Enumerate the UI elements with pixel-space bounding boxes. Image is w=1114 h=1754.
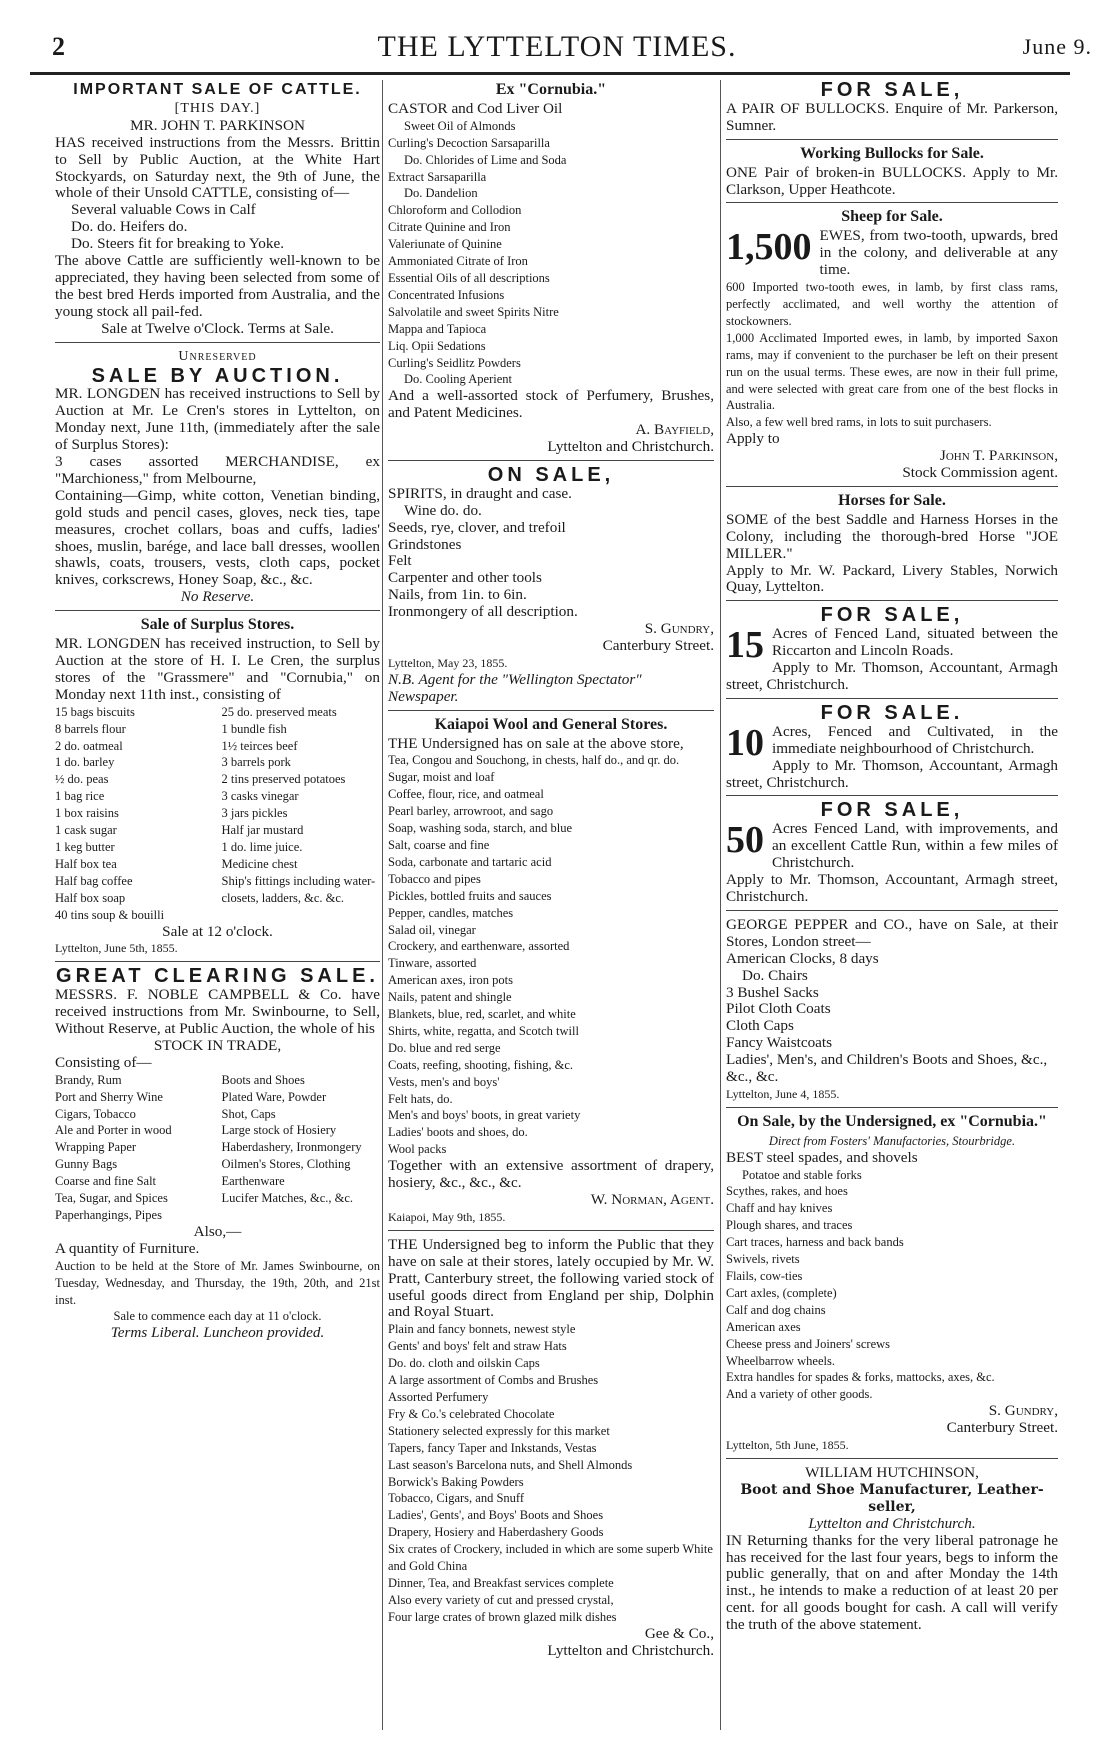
list-item: 1½ teirces beef <box>221 738 298 753</box>
ad-body: MESSRS. F. NOBLE CAMPBELL & Co. have received instructions from Mr. Swinbourne, to Sell, Without Reserve, at Public Auction, the whole of his <box>55 986 380 1038</box>
ad-horses-for-sale <box>726 493 1058 601</box>
list-item: Coats, reefing, shooting, fishing, &c. <box>388 1057 574 1072</box>
list-item: Tapers, fancy Taper and Inkstands, Vestas <box>388 1440 597 1455</box>
list-item: Vests, men's and boys' <box>388 1074 500 1089</box>
list-item: Citrate Quinine and Iron <box>388 220 511 235</box>
list-item: Soap, washing soda, starch, and blue <box>388 821 572 836</box>
ad-name: WILLIAM HUTCHINSON, <box>805 1463 979 1481</box>
ad-time: Sale at 12 o'clock. <box>162 922 273 940</box>
ad-closing: And a well-assorted stock of Perfumery, Brushes, and Patent Medicines. <box>388 387 714 422</box>
ad-heading: Sale of Surplus Stores. <box>140 616 295 634</box>
issue-date: June 9. <box>1022 34 1092 59</box>
list-item: 40 tins soup & bouilli <box>55 907 165 922</box>
list-item: Mappa and Tapioca <box>388 321 487 336</box>
ad-date: Lyttelton, June 4, 1855. <box>726 1086 840 1101</box>
list-item: Felt <box>388 552 412 570</box>
ad-body: Acres Fenced Land, with improvements, and an excellent Cattle Run, within a few miles of Christchurch. <box>772 820 1058 872</box>
list-item: Half bag coffee <box>55 873 133 888</box>
list-item: Do. blue and red serge <box>388 1040 501 1055</box>
list-item: Extract Sarsaparilla <box>388 169 487 184</box>
list-item: Cheese press and Joiners' screws <box>726 1336 891 1351</box>
list-item: Medicine chest <box>221 856 298 871</box>
list-item: Coffee, flour, rice, and oatmeal <box>388 787 544 802</box>
ad-terms: Terms Liberal. Luncheon provided. <box>110 1324 325 1342</box>
list-item: Borwick's Baking Powders <box>388 1474 524 1489</box>
list-item: Tea, Sugar, and Spices <box>55 1191 168 1206</box>
ad-signer: S. Gundry, <box>644 620 714 638</box>
ad-george-pepper <box>726 917 1058 1108</box>
ad-note: The above Cattle are sufficiently well-known to be appreciated, they having been selected from some of the best bred Herds imported from Australia, and the young stock all pail-fed. <box>55 252 380 320</box>
list-item: Tinware, assorted <box>388 956 477 971</box>
list-item: Wrapping Paper <box>55 1140 137 1155</box>
list-item: Last season's Barcelona nuts, and Shell Almonds <box>388 1457 633 1472</box>
list-item: Potatoe and stable forks <box>742 1167 862 1182</box>
ad-first-line: SPIRITS, in draught and case. <box>388 484 572 502</box>
list-item: Do. Chairs <box>742 966 808 984</box>
ad-heading: Horses for Sale. <box>838 491 946 509</box>
ad-on-sale-spirits <box>388 463 714 711</box>
list-item: Sweet Oil of Almonds <box>404 118 516 133</box>
ad-heading: FOR SALE, <box>820 799 964 822</box>
ad-kaiapoi-stores <box>388 717 714 1231</box>
ad-body: A PAIR OF BULLOCKS. Enquire of Mr. Parkerson, Sumner. <box>726 99 1058 134</box>
list-item: Soda, carbonate and tartaric acid <box>388 854 552 869</box>
column-1 <box>55 80 380 1352</box>
ad-also: Also,— <box>193 1222 242 1240</box>
list-item: Curling's Seidlitz Powders <box>388 355 521 370</box>
ad-label: Unreserved <box>178 348 257 364</box>
ad-body: Acres of Fenced Land, situated between the Riccarton and Lincoln Roads. <box>772 625 1058 660</box>
ad-number: 15 <box>726 624 764 667</box>
list-item: Crockery, and earthenware, assorted <box>388 939 570 954</box>
ad-number: 10 <box>726 721 764 764</box>
list-item: Four large crates of brown glazed milk dishes <box>388 1609 617 1624</box>
list-item: Felt hats, do. <box>388 1091 453 1106</box>
list-item: Stationery selected expressly for this market <box>388 1423 610 1438</box>
list-item: Men's and boys' boots, in great variety <box>388 1108 581 1123</box>
list-item: American axes <box>726 1319 801 1334</box>
column-divider <box>720 80 721 1730</box>
ad-heading: Working Bullocks for Sale. <box>800 144 984 162</box>
list-item: Drapery, Hosiery and Haberdashery Goods <box>388 1525 604 1540</box>
list-item: ½ do. peas <box>55 772 109 787</box>
list-item: Concentrated Infusions <box>388 287 505 302</box>
ad-terms: Sale at Twelve o'Clock. Terms at Sale. <box>101 319 334 337</box>
list-item: Dinner, Tea, and Breakfast services complete <box>388 1575 614 1590</box>
ad-body: IN Returning thanks for the very liberal patronage he has received for the last four years, begs to inform the public generally, that on and after Monday the 14th inst., he intends to make a reduction of at least 20 per cent. for all goods bought for cash. A call will verify the truth of the above statement. <box>726 1531 1058 1634</box>
list-item: 25 do. preserved meats <box>221 704 337 719</box>
list-item: Oilmen's Stores, Clothing <box>221 1157 351 1172</box>
ad-land-10-acres <box>726 701 1058 797</box>
list-item: Paperhangings, Pipes <box>55 1208 162 1222</box>
ad-signer: Gee & Co., <box>644 1624 714 1642</box>
list-item: Pearl barley, arrowroot, and sago <box>388 804 554 819</box>
list-item: Ammoniated Citrate of Iron <box>388 254 528 269</box>
column-3 <box>726 80 1058 1644</box>
list-item: Pepper, candles, matches <box>388 905 514 920</box>
ad-great-clearing-sale <box>55 965 380 1346</box>
list-item: Half box soap <box>55 890 126 905</box>
list-item: Earthenware <box>221 1174 285 1189</box>
ad-trade: Boot and Shoe Manufacturer, Leather-seller, <box>740 1481 1044 1515</box>
ad-item: Do. do. Heifers do. <box>71 218 188 236</box>
list-item: Liq. Opii Sedations <box>388 338 486 353</box>
ad-details: Auction to be held at the Store of Mr. James Swinbourne, on Tuesday, Wednesday, and Thursday, the 19th, 20th, and 21st inst. <box>55 1258 380 1307</box>
list-item: Blankets, blue, red, scarlet, and white <box>388 1007 576 1022</box>
list-item: Half box tea <box>55 856 117 871</box>
ad-body: 600 Imported two-tooth ewes, in lamb, by first class rams, perfectly acclimated, and well worthy the attention of stockowners. <box>726 280 1058 328</box>
list-item: Ladies', Gents', and Boys' Boots and Shoes <box>388 1508 604 1523</box>
list-item: Shot, Caps <box>221 1106 276 1121</box>
list-item: Port and Sherry Wine <box>55 1089 163 1104</box>
list-item: Curling's Decoction Sarsaparilla <box>388 135 550 150</box>
list-item: 1 box raisins <box>55 806 119 821</box>
ad-heading: On Sale, by the Undersigned, ex "Cornubia." <box>737 1112 1047 1130</box>
ad-signer: John T. Parkinson, <box>939 447 1058 465</box>
ad-date: Lyttelton, June 5th, 1855. <box>55 941 178 956</box>
ad-body: MR. LONGDEN has received instructions to Sell by Auction at Mr. Le Cren's stores in Lyttelton, on Monday next, June 11th, (immediately after the sale of Surplus Stores): <box>55 385 380 454</box>
ad-date: Kaiapoi, May 9th, 1855. <box>388 1209 506 1224</box>
ad-reserve: No Reserve. <box>180 588 255 606</box>
ad-body: THE Undersigned beg to inform the Public that they have on sale at their stores, lately occupied by Mr. W. Pratt, Canterbury street, the following varied stock of useful goods direct from England per ship, Dolphin and Royal Stuart. <box>388 1235 714 1321</box>
list-item: Nails, from 1in. to 6in. <box>388 586 527 604</box>
ad-consisting: Consisting of— <box>55 1053 152 1071</box>
ad-sale-by-auction <box>55 349 380 612</box>
list-item: And a variety of other goods. <box>726 1387 873 1402</box>
list-item: Grindstones <box>388 535 462 553</box>
ad-ex-cornubia <box>388 82 714 461</box>
ad-signer: S. Gundry, <box>988 1402 1058 1420</box>
ad-body: 3 cases assorted MERCHANDISE, ex "Marchioness," from Melbourne, <box>55 453 380 487</box>
list-item: Do. Cooling Aperient <box>404 372 512 387</box>
ad-date: Lyttelton, 5th June, 1855. <box>726 1438 849 1453</box>
list-item: Do. do. cloth and oilskin Caps <box>388 1356 540 1371</box>
ad-heading: Sheep for Sale. <box>841 208 943 226</box>
ad-date: Lyttelton, May 23, 1855. <box>388 655 508 670</box>
list-item: 1 do. lime juice. <box>221 839 303 854</box>
list-item: Sugar, moist and loaf <box>388 770 495 785</box>
ad-apply: Apply to Mr. Thomson, Accountant, Armagh street, Christchurch. <box>726 659 1058 693</box>
list-item: Extra handles for spades & forks, mattocks, axes, &c. <box>726 1370 995 1385</box>
list-item: 3 casks vinegar <box>221 789 299 804</box>
ad-note: N.B. Agent for the "Wellington Spectator" Newspaper. <box>388 670 642 705</box>
ad-apply: Apply to Mr. W. Packard, Livery Stables, Norwich Quay, Lyttelton. <box>726 561 1058 596</box>
list-item: Gents' and boys' felt and straw Hats <box>388 1339 567 1354</box>
masthead-rule <box>30 72 1070 75</box>
list-item: Assorted Perfumery <box>388 1389 489 1404</box>
list-item: Swivels, rivets <box>726 1252 800 1267</box>
newspaper-title: THE LYTTELTON TIMES. <box>377 30 737 63</box>
list-item: Fry & Co.'s celebrated Chocolate <box>388 1406 555 1421</box>
list-item: 1 keg butter <box>55 839 115 854</box>
list-item: Salvolatile and sweet Spirits Nitre <box>388 304 559 319</box>
ad-body: 1,000 Acclimated Imported ewes, in lamb, by imported Saxon rams, may if convenient to the purchaser be left on their present run on the usual terms. These ewes, are now in their full prime, and were selected with great care from one of the best flocks in Australia. <box>726 330 1058 413</box>
list-item: 1 bundle fish <box>221 721 287 736</box>
ad-number: 50 <box>726 819 764 862</box>
list-item: Cart axles, (complete) <box>726 1285 837 1300</box>
list-item: Scythes, rakes, and hoes <box>726 1184 848 1199</box>
list-item: Valeriunate of Quinine <box>388 237 502 252</box>
ad-cattle-sale <box>55 82 380 343</box>
ad-body: MR. LONGDEN has received instruction, to Sell by Auction at the store of H. I. Le Cren, the surplus stores of the "Grassmere" and "Cornubia," on Monday next 11th inst., consisting of <box>55 635 380 703</box>
ad-body: GEORGE PEPPER and CO., have on Sale, at their Stores, London street— <box>726 915 1058 950</box>
list-item: Plough shares, and traces <box>726 1218 853 1233</box>
list-item: 3 Bushel Sacks <box>726 983 819 1001</box>
list-item: Ale and Porter in wood <box>55 1123 172 1138</box>
list-item: Cigars, Tobacco <box>55 1106 136 1121</box>
list-item: Coarse and fine Salt <box>55 1174 157 1189</box>
list-item: American axes, iron pots <box>388 973 513 988</box>
ad-item: Do. Steers fit for breaking to Yoke. <box>71 235 285 253</box>
ad-seller: MR. JOHN T. PARKINSON <box>130 116 305 134</box>
list-item: Ladies' boots and shoes, do. <box>388 1125 528 1140</box>
ad-number: 1,500 <box>726 226 812 269</box>
ad-body: HAS received instructions from the Messrs. Brittin to Sell by Public Auction, at the White Hart Stockyards, on Saturday next, the 9th of June, the whole of their Unsold CATTLE, consisting of— <box>55 133 380 202</box>
list-item: 3 jars pickles <box>221 806 288 821</box>
ad-first-line: CASTOR and Cod Liver Oil <box>388 99 563 117</box>
ad-signer: A. Bayfield, <box>635 421 714 439</box>
list-item: Brandy, Rum <box>55 1072 122 1087</box>
ad-body: SOME of the best Saddle and Harness Horses in the Colony, including the thorough-bred Horse "JOE MILLER." <box>726 510 1058 562</box>
item-list <box>55 1072 380 1224</box>
list-item: Essential Oils of all descriptions <box>388 270 550 285</box>
list-item: Seeds, rye, clover, and trefoil <box>388 518 566 536</box>
list-item: 1 cask sugar <box>55 823 117 838</box>
list-item: Wool packs <box>388 1142 447 1157</box>
ad-first-line: BEST steel spades, and shovels <box>726 1148 918 1166</box>
ad-place: Lyttelton and Christchurch. <box>547 438 714 456</box>
list-item: Chaff and hay knives <box>726 1201 833 1216</box>
list-item: Ladies', Men's, and Children's Boots and Shoes, &c., &c., &c. <box>726 1051 1048 1086</box>
ad-stock: STOCK IN TRADE, <box>153 1036 282 1054</box>
column-2 <box>388 80 714 1669</box>
ad-land-15-acres <box>726 604 1058 699</box>
ad-heading: SALE BY AUCTION. <box>91 364 344 387</box>
ad-furniture: A quantity of Furniture. <box>55 1239 200 1257</box>
ad-gundry-ironware <box>726 1114 1058 1459</box>
ad-apply: Apply to <box>726 430 780 448</box>
column-divider <box>382 80 383 1730</box>
list-item: Do. Chlorides of Lime and Soda <box>404 152 567 167</box>
masthead <box>22 28 1092 68</box>
ad-heading: Ex "Cornubia." <box>495 81 607 98</box>
list-item: Tobacco, Cigars, and Snuff <box>388 1491 525 1506</box>
list-item: Boots and Shoes <box>221 1072 305 1087</box>
list-item: 1 bag rice <box>55 789 105 804</box>
list-item: American Clocks, 8 days <box>726 949 879 967</box>
ad-gee-and-co <box>388 1237 714 1664</box>
ad-body: ONE Pair of broken-in BULLOCKS. Apply to Mr. Clarkson, Upper Heathcote. <box>726 163 1058 198</box>
list-item: Wine do. do. <box>404 501 482 519</box>
list-item: Chloroform and Collodion <box>388 203 522 218</box>
ad-heading: ON SALE, <box>487 463 615 486</box>
list-item: Six crates of Crockery, included in which are some superb White and Gold China <box>388 1542 713 1574</box>
list-item: 8 barrels flour <box>55 721 126 736</box>
list-item: Also every variety of cut and pressed crystal, <box>388 1592 614 1607</box>
ad-heading: Kaiapoi Wool and General Stores. <box>434 715 668 733</box>
ad-subheading: [THIS DAY.] <box>174 100 261 116</box>
list-item: Fancy Waistcoats <box>726 1034 833 1052</box>
list-item: 15 bags biscuits <box>55 704 135 719</box>
list-item: Nails, patent and shingle <box>388 990 512 1005</box>
list-item: Shirts, white, regatta, and Scotch twill <box>388 1023 579 1038</box>
ad-apply: Apply to Mr. Thomson, Accountant, Armagh street, Christchurch. <box>726 756 1058 791</box>
list-item: Carpenter and other tools <box>388 569 542 587</box>
list-item: Plated Ware, Powder <box>221 1089 327 1104</box>
list-item: Do. Dandelion <box>404 186 478 201</box>
ad-apply: Apply to Mr. Thomson, Accountant, Armagh street, Christchurch. <box>726 871 1058 905</box>
list-item: Pickles, bottled fruits and sauces <box>388 888 552 903</box>
list-item: Large stock of Hosiery <box>221 1123 337 1138</box>
list-item: Cloth Caps <box>726 1017 794 1035</box>
list-item: 1 do. barley <box>55 755 115 770</box>
ad-surplus-stores <box>55 617 380 962</box>
ad-heading: FOR SALE, <box>820 79 964 101</box>
ad-direct: Direct from Fosters' Manufactories, Stourbridge. <box>768 1133 1016 1148</box>
ad-body: Acres, Fenced and Cultivated, in the immediate neighbourhood of Christchurch. <box>772 722 1058 757</box>
ad-place: Lyttelton and Christchurch. <box>808 1514 976 1532</box>
ad-body: THE Undersigned has on sale at the above store, <box>388 734 684 752</box>
list-item: Salad oil, vinegar <box>388 922 476 937</box>
list-item: Plain and fancy bonnets, newest style <box>388 1322 576 1337</box>
list-item: A large assortment of Combs and Brushes <box>388 1373 599 1388</box>
ad-heading: FOR SALE. <box>820 701 964 724</box>
page-number: 2 <box>52 32 65 61</box>
list-item: Half jar mustard <box>221 823 304 838</box>
list-item: Tea, Congou and Souchong, in chests, half do., and qr. do. <box>388 753 680 768</box>
item-list <box>55 704 380 924</box>
ad-body: EWES, from two-tooth, upwards, bred in the colony, and deliverable at any time. <box>819 227 1058 279</box>
list-item: Gunny Bags <box>55 1157 118 1172</box>
ad-william-hutchinson <box>726 1465 1058 1638</box>
list-item: Cart traces, harness and back bands <box>726 1235 904 1250</box>
ad-sheep-for-sale <box>726 209 1058 487</box>
ad-commence: Sale to commence each day at 11 o'clock. <box>113 1309 322 1324</box>
ad-heading: IMPORTANT SALE OF CATTLE. <box>73 81 362 98</box>
list-item: Haberdashery, Ironmongery <box>221 1140 362 1155</box>
list-item: Salt, coarse and fine <box>388 837 490 852</box>
ad-street: Canterbury Street. <box>602 637 714 654</box>
list-item: Calf and dog chains <box>726 1302 826 1317</box>
list-item: Flails, cow-ties <box>726 1269 803 1283</box>
ad-land-50-acres <box>726 799 1058 910</box>
ad-item: Several valuable Cows in Calf <box>71 201 256 219</box>
ad-signer: W. Norman, Agent. <box>590 1191 714 1208</box>
ad-place: Lyttelton and Christchurch. <box>547 1641 714 1659</box>
ad-closing: Together with an extensive assortment of drapery, hosiery, &c., &c., &c. <box>388 1157 714 1192</box>
ad-heading: FOR SALE, <box>820 604 964 627</box>
ad-working-bullocks <box>726 146 1058 204</box>
ad-title: Stock Commission agent. <box>902 464 1058 482</box>
ad-pair-of-bullocks <box>726 79 1058 140</box>
ad-street: Canterbury Street. <box>946 1419 1058 1437</box>
list-item: Ship's fittings including water-closets, ladders, &c. &c. <box>221 873 376 905</box>
ad-heading: GREAT CLEARING SALE. <box>56 965 379 988</box>
list-item: Ironmongery of all description. <box>388 603 578 621</box>
list-item: Pilot Cloth Coats <box>726 1000 831 1018</box>
ad-body: Containing—Gimp, white cotton, Venetian binding, gold studs and pencil cases, gloves, neck ties, tape measures, crochet collars, boas and cuffs, ladies' shoes, muslin, barége, and lace ball dresses, woollen shawls, coats, trousers, vests, cloth caps, pocket knives, corkscrews, Honey Soap, &c., &c. <box>55 486 380 589</box>
list-item: Tobacco and pipes <box>388 871 481 886</box>
list-item: Lucifer Matches, &c., &c. <box>221 1191 354 1206</box>
list-item: 2 do. oatmeal <box>55 738 123 753</box>
list-item: 2 tins preserved potatoes <box>221 772 346 787</box>
list-item: Wheelbarrow wheels. <box>726 1353 835 1368</box>
list-item: 3 barrels pork <box>221 755 291 770</box>
ad-body: Also, a few well bred rams, in lots to suit purchasers. <box>726 415 992 430</box>
